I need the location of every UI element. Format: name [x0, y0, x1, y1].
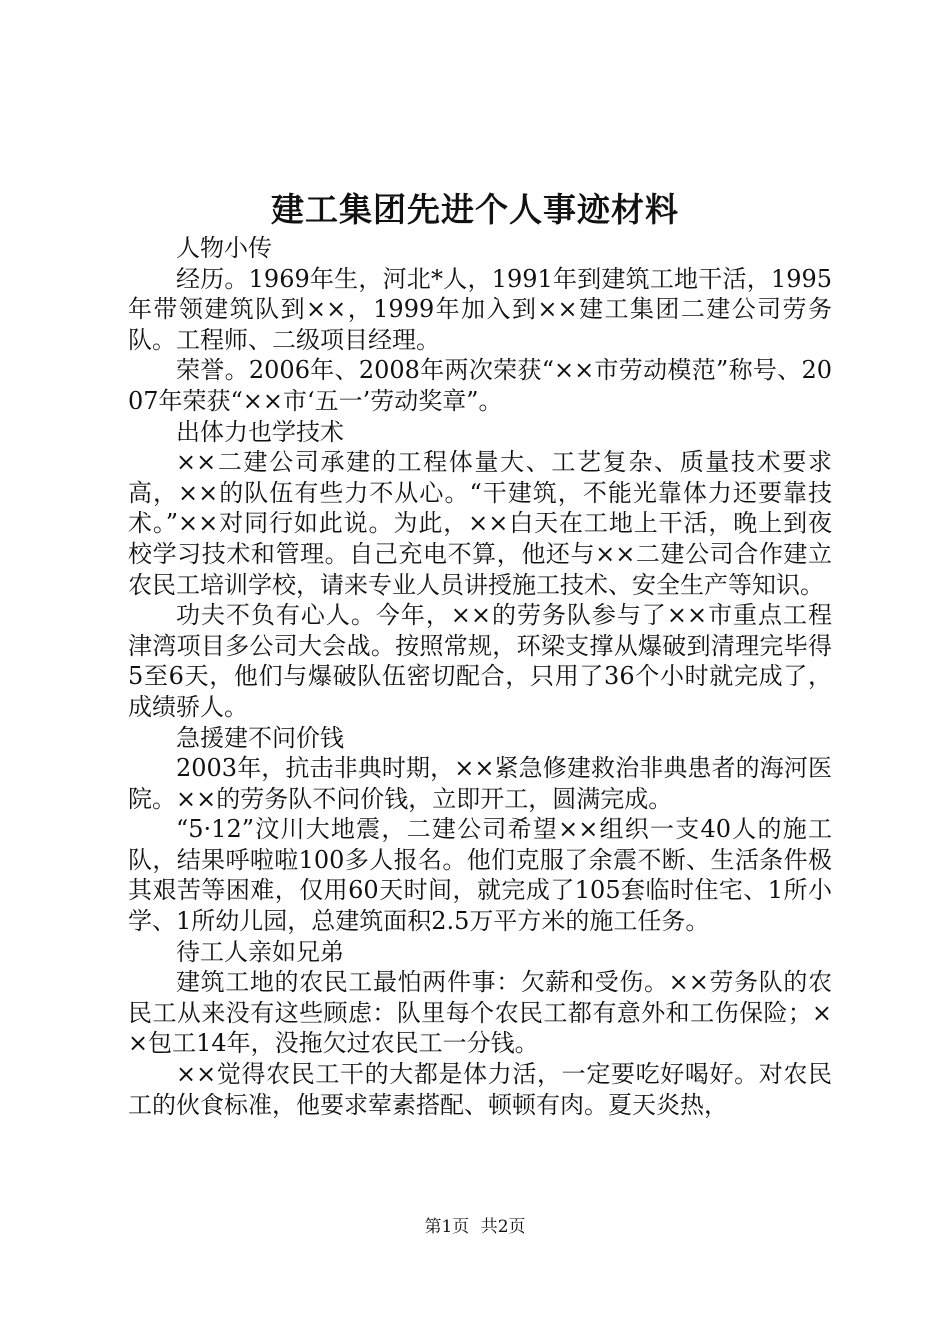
paragraph: 荣誉。2006年、2008年两次荣获“××市劳动模范”称号、2007年荣获“××市‘五一’劳动奖章”。: [128, 356, 832, 415]
page-number: 第1页: [424, 1217, 470, 1237]
paragraph: “5·12”汶川大地震，二建公司希望××组织一支40人的施工队，结果呼啦啦100多人报名。他们克服了余震不断、生活条件极其艰苦等困难，仅用60天时间，就完成了105套临时住宅、1所小学、1所幼儿园，总建筑面积2.5万平方米的施工任务。: [128, 815, 832, 936]
page-footer: [0, 1215, 950, 1239]
paragraph: 2003年，抗击非典时期，××紧急修建救治非典患者的海河医院。××的劳务队不问价钱，立即开工，圆满完成。: [128, 754, 832, 813]
paragraph: ××觉得农民工干的大都是体力活，一定要吃好喝好。对农民工的伙食标准，他要求荤素搭配、顿顿有肉。夏天炎热，: [128, 1060, 832, 1119]
paragraph: ××二建公司承建的工程体量大、工艺复杂、质量技术要求高，××的队伍有些力不从心。“干建筑，不能光靠体力还要靠技术。”××对同行如此说。为此，××白天在工地上干活，晚上到夜校学习技术和管理。自己充电不算，他还与××二建公司合作建立农民工培训学校，请来专业人员讲授施工技术、安全生产等知识。: [128, 448, 832, 599]
paragraph: 经历。1969年生，河北*人，1991年到建筑工地干活，1995年带领建筑队到××，1999年加入到××建工集团二建公司劳务队。工程师、二级项目经理。: [128, 264, 832, 354]
section-heading: 人物小传: [176, 234, 272, 262]
paragraph: 功夫不负有心人。今年，××的劳务队参与了××市重点工程津湾项目多公司大会战。按照常规，环梁支撑从爆破到清理完毕得5至6天，他们与爆破队伍密切配合，只用了36个小时就完成了，成绩骄人。: [128, 601, 832, 721]
section-heading: 出体力也学技术: [176, 417, 344, 446]
paragraph: 建筑工地的农民工最怕两件事：欠薪和受伤。××劳务队的农民工从来没有这些顾虑：队里每个农民工都有意外和工伤保险；××包工14年，没拖欠过农民工一分钱。: [128, 968, 832, 1058]
section-heading: 急援建不问价钱: [176, 723, 344, 752]
section-heading: 待工人亲如兄弟: [176, 937, 344, 966]
page-total: 共2页: [480, 1217, 526, 1237]
document-body: [128, 233, 832, 1120]
document-title: 建工集团先进个人事迹材料: [271, 190, 679, 229]
